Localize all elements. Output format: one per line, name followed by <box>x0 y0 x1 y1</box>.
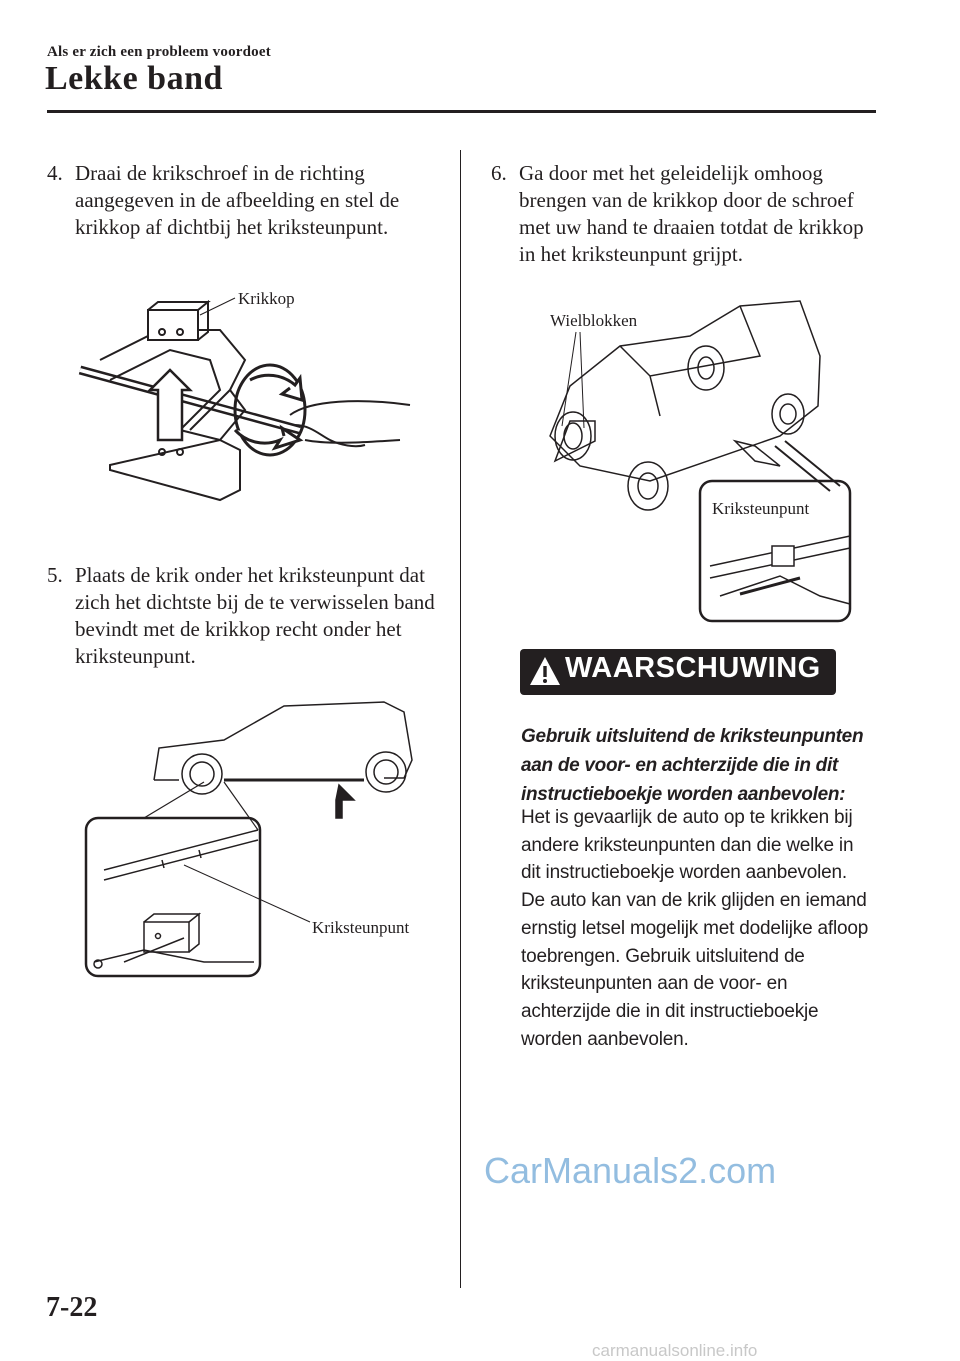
step-number: 5. <box>47 563 63 587</box>
warning-icon <box>528 654 562 688</box>
watermark: CarManuals2.com <box>484 1150 777 1191</box>
warning-title: WAARSCHUWING <box>565 652 821 684</box>
section-label: Als er zich een probleem voordoet <box>47 44 271 60</box>
step-text: Draai de krikschroef in de richting aangegeven in de afbeelding en stel de krikkop af dichtbij het kriksteunpunt. <box>75 161 400 239</box>
step-number: 6. <box>491 161 507 185</box>
bottom-watermark: carmanualsonline.info <box>592 1341 758 1360</box>
car-side-figure <box>84 700 434 980</box>
car-perspective-figure <box>540 296 860 626</box>
krikkop-label: Krikkop <box>238 289 295 308</box>
wielblokken-label: Wielblokken <box>550 311 638 330</box>
jack-figure <box>70 290 440 510</box>
page-number: 7-22 <box>46 1292 98 1323</box>
step-number: 4. <box>47 161 63 185</box>
inset-kriksteunpunt-label: Kriksteunpunt <box>712 499 810 518</box>
header-rule <box>47 110 876 113</box>
warning-bold-text: Gebruik uitsluitend de kriksteunpunten aan de voor- en achterzijde die in dit instructieboekje worden aanbevolen: <box>521 726 864 805</box>
warning-body-text: Het is gevaarlijk de auto op te krikken bij andere kriksteunpunten dan die welke in dit instructieboekje worden aanbevolen. De auto kan van de krik glijden en iemand ernstig letsel mogelijk met dodelijke afloop toebrengen. Gebruik uitsluitend de kriksteunpunten aan de voor- en achterzijde die in dit instructieboekje worden aanbevolen. <box>521 807 869 1050</box>
step-text: Ga door met het geleidelijk omhoog brengen van de krikkop door de schroef met uw hand te draaien totdat de krikkop in het kriksteunpunt grijpt. <box>519 161 864 266</box>
chapter-title: Lekke band <box>45 60 223 97</box>
step-text: Plaats de krik onder het kriksteunpunt dat zich het dichtste bij de te verwisselen band bevindt met de krikkop recht onder het kriksteunpunt. <box>75 563 435 668</box>
column-divider <box>460 150 461 1288</box>
kriksteunpunt-label: Kriksteunpunt <box>312 918 410 937</box>
